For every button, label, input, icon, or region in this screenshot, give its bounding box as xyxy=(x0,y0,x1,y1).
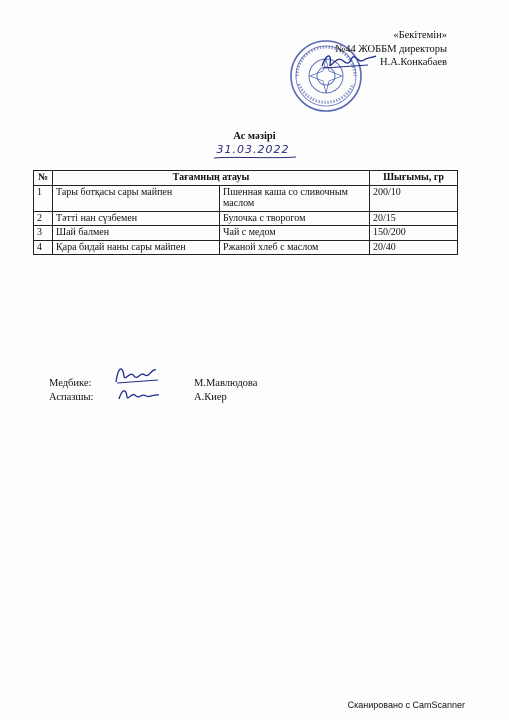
row-number: 3 xyxy=(34,226,53,241)
table-row xyxy=(34,185,458,211)
staff-role: Медбике: xyxy=(49,378,92,389)
dish-yield: 20/15 xyxy=(370,211,458,226)
dish-yield: 20/40 xyxy=(370,240,458,255)
document-title: Ас мәзірі xyxy=(233,131,276,142)
dish-yield: 150/200 xyxy=(370,226,458,241)
table-header-row xyxy=(34,171,458,186)
staff-name: А.Киер xyxy=(194,392,227,403)
dish-name-kz: Қара бидай наны сары майпен xyxy=(53,240,220,255)
table-row xyxy=(34,240,458,255)
approval-line-2: №44 ЖОББМ директоры xyxy=(335,43,447,55)
table-row xyxy=(34,226,458,241)
row-number: 2 xyxy=(34,211,53,226)
dish-name-ru: Ржаной хлеб с маслом xyxy=(220,240,370,255)
dish-name-kz: Шай балмен xyxy=(53,226,220,241)
staff-role: Аспазшы: xyxy=(49,392,94,403)
table-row xyxy=(34,211,458,226)
staff-line-nurse xyxy=(49,378,257,389)
dish-name-kz: Тары ботқасы сары майпен xyxy=(53,185,220,211)
row-number: 4 xyxy=(34,240,53,255)
approval-line-1: «Бекітемін» xyxy=(393,30,447,41)
header-number: № xyxy=(34,171,53,186)
approval-line-3: Н.А.Конкабаев xyxy=(380,57,447,68)
menu-table xyxy=(33,170,458,255)
header-yield: Шығымы, гр xyxy=(370,171,458,186)
dish-name-kz: Тәтті нан сүзбемен xyxy=(53,211,220,226)
dish-yield: 200/10 xyxy=(370,185,458,211)
staff-name: М.Мавлюдова xyxy=(194,378,258,389)
dish-name-ru: Пшенная каша со сливочным маслом xyxy=(220,185,370,211)
staff-line-cook xyxy=(49,392,227,403)
header-dish-name: Тағамның атауы xyxy=(53,171,370,186)
dish-name-ru: Булочка с творогом xyxy=(220,211,370,226)
approval-block xyxy=(335,29,447,70)
handwritten-date: 31.03.2022 xyxy=(216,143,290,156)
date-underline xyxy=(212,155,298,160)
row-number: 1 xyxy=(34,185,53,211)
dish-name-ru: Чай с медом xyxy=(220,226,370,241)
scanner-watermark: Сканировано с CamScanner xyxy=(347,700,465,710)
